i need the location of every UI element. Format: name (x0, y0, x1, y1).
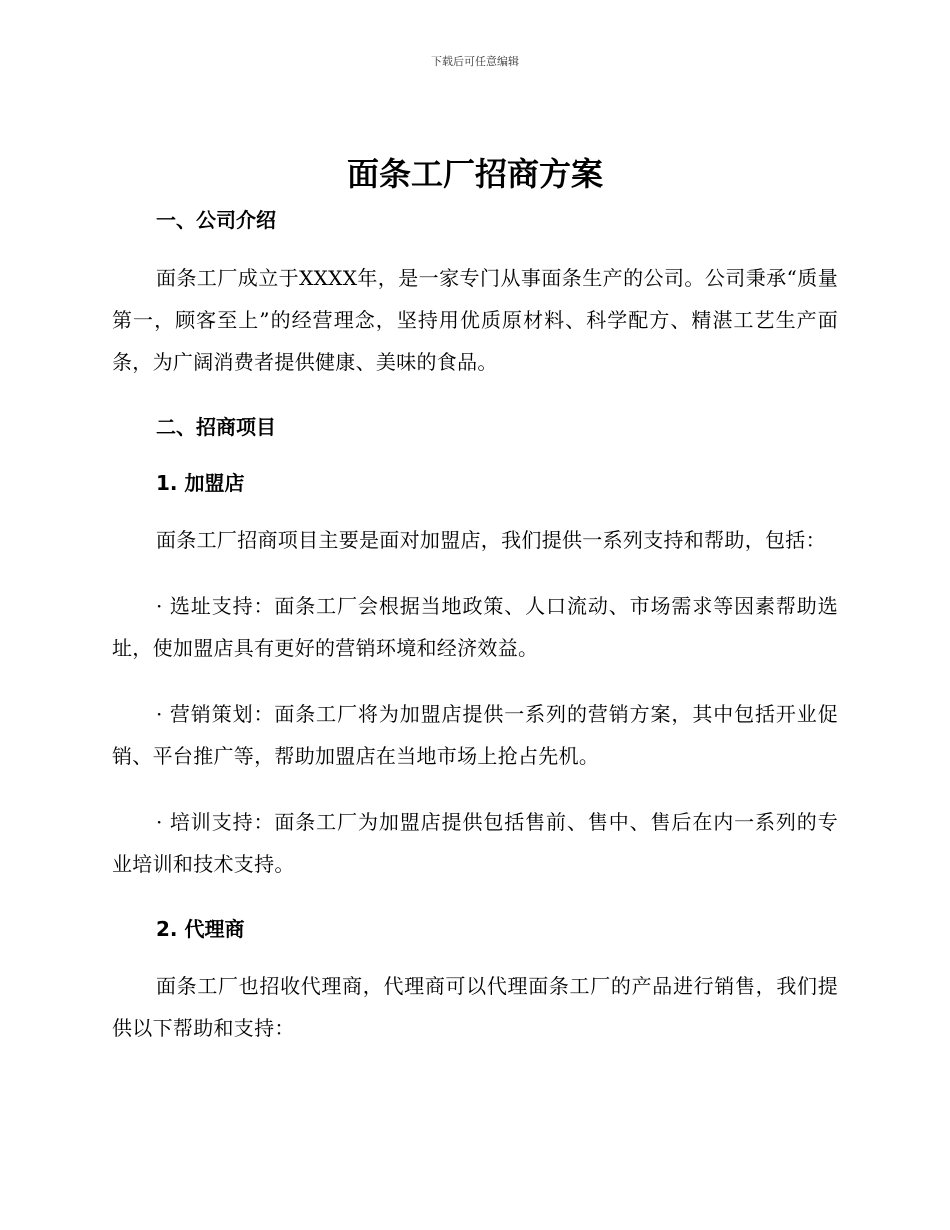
page-header-note: 下载后可任意编辑 (431, 55, 519, 68)
section-heading-investment-projects: 二、招商项目 (156, 415, 276, 439)
company-intro-paragraph: 面条工厂成立于XXXX年，是一家专门从事面条生产的公司。公司秉承“质量第一，顾客至上”的经营理念，坚持用优质原材料、科学配方、精湛工艺生产面条，为广阔消费者提供健康、美味的食品。 (112, 266, 838, 374)
subsection-heading-agent: 2. 代理商 (156, 917, 245, 941)
franchise-intro-paragraph: 面条工厂招商项目主要是面对加盟店，我们提供一系列支持和帮助，包括： (156, 528, 826, 552)
section-heading-company-intro: 一、公司介绍 (156, 208, 276, 232)
bullet-site-selection: · 选址支持：面条工厂会根据当地政策、人口流动、市场需求等因素帮助选址，使加盟店具有更好的营销环境和经济效益。 (112, 594, 838, 660)
document-title: 面条工厂招商方案 (346, 155, 603, 193)
bullet-marketing-planning: · 营销策划：面条工厂将为加盟店提供一系列的营销方案，其中包括开业促销、平台推广等，帮助加盟店在当地市场上抢占先机。 (112, 702, 838, 768)
subsection-heading-franchise: 1. 加盟店 (156, 471, 245, 495)
document-body (112, 200, 838, 1049)
bullet-training-support: · 培训支持：面条工厂为加盟店提供包括售前、售中、售后在内一系列的专业培训和技术支持。 (112, 810, 838, 876)
agent-intro-paragraph: 面条工厂也招收代理商，代理商可以代理面条工厂的产品进行销售，我们提供以下帮助和支持： (112, 974, 838, 1040)
